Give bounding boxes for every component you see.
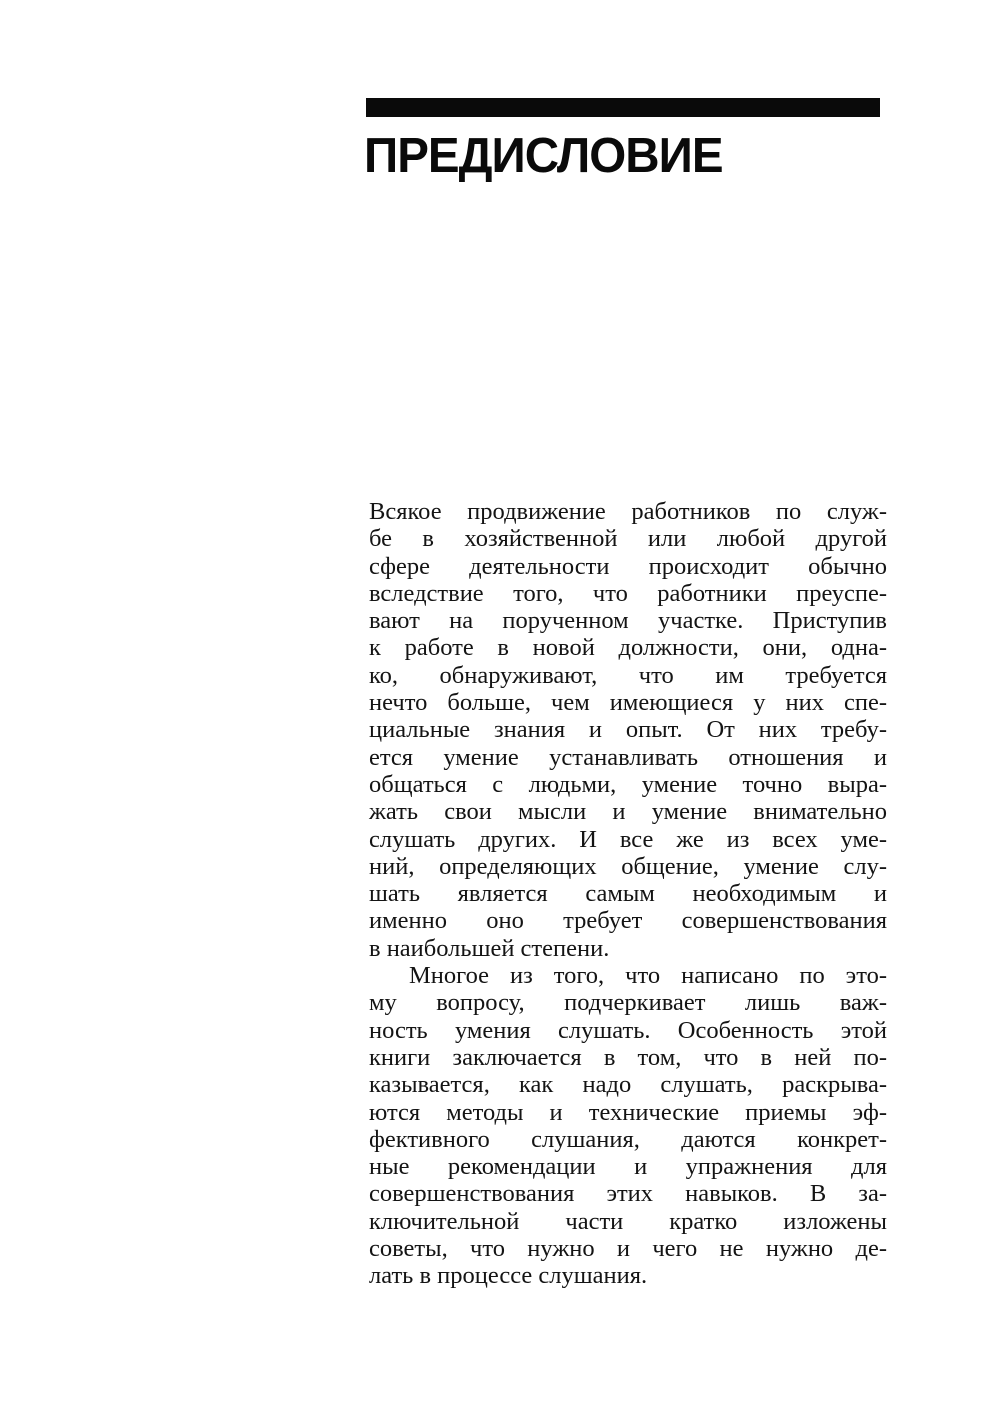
text-line: ключительной части кратко изложены xyxy=(369,1207,887,1235)
text-line: лать в процессе слушания. xyxy=(369,1262,648,1290)
text-line: бе в хозяйственной или любой другой xyxy=(369,525,887,553)
text-line: му вопросу, подчеркивает лишь важ- xyxy=(369,989,887,1017)
text-line: ются методы и технические приемы эф- xyxy=(369,1098,887,1126)
chapter-title: ПРЕДИСЛОВИЕ xyxy=(364,129,723,183)
text-line: в наибольшей степени. xyxy=(369,934,610,962)
text-line: именно оно требует совершенствования xyxy=(369,907,887,935)
text-line: фективного слушания, даются конкрет- xyxy=(369,1125,887,1153)
text-line: вследствие того, что работники преуспе- xyxy=(369,579,887,607)
text-line: Многое из того, что написано по это- xyxy=(409,962,887,990)
paragraph-1 xyxy=(369,498,887,962)
text-line: книги заключается в том, что в ней по- xyxy=(369,1043,887,1071)
text-line: казывается, как надо слушать, раскрыва- xyxy=(369,1071,887,1099)
text-line: ется умение устанавливать отношения и xyxy=(369,743,887,771)
text-line: к работе в новой должности, они, одна- xyxy=(369,634,887,662)
text-line: советы, что нужно и чего не нужно де- xyxy=(369,1235,887,1263)
text-line: совершенствования этих навыков. В за- xyxy=(369,1180,887,1208)
text-line: ний, определяющих общение, умение слу- xyxy=(369,852,887,880)
text-line: нечто больше, чем имеющиеся у них спе- xyxy=(369,689,887,717)
preface-body xyxy=(369,498,887,1290)
text-line: вают на порученном участке. Приступив xyxy=(369,607,887,635)
text-line: жать свои мысли и умение внимательно xyxy=(369,798,887,826)
text-line: сфере деятельности происходит обычно xyxy=(369,552,887,580)
text-line: Всякое продвижение работников по служ- xyxy=(369,498,887,525)
chapter-header-bar xyxy=(366,98,880,117)
text-line: общаться с людьми, умение точно выра- xyxy=(369,770,887,798)
text-line: слушать других. И все же из всех уме- xyxy=(369,825,887,853)
text-line: циальные знания и опыт. От них требу- xyxy=(369,716,887,744)
text-line: ность умения слушать. Особенность этой xyxy=(369,1016,887,1044)
text-line: ные рекомендации и упражнения для xyxy=(369,1153,887,1181)
text-line: ко, обнаруживают, что им требуется xyxy=(369,661,887,689)
text-line: шать является самым необходимым и xyxy=(369,880,887,908)
paragraph-2 xyxy=(369,962,887,1290)
